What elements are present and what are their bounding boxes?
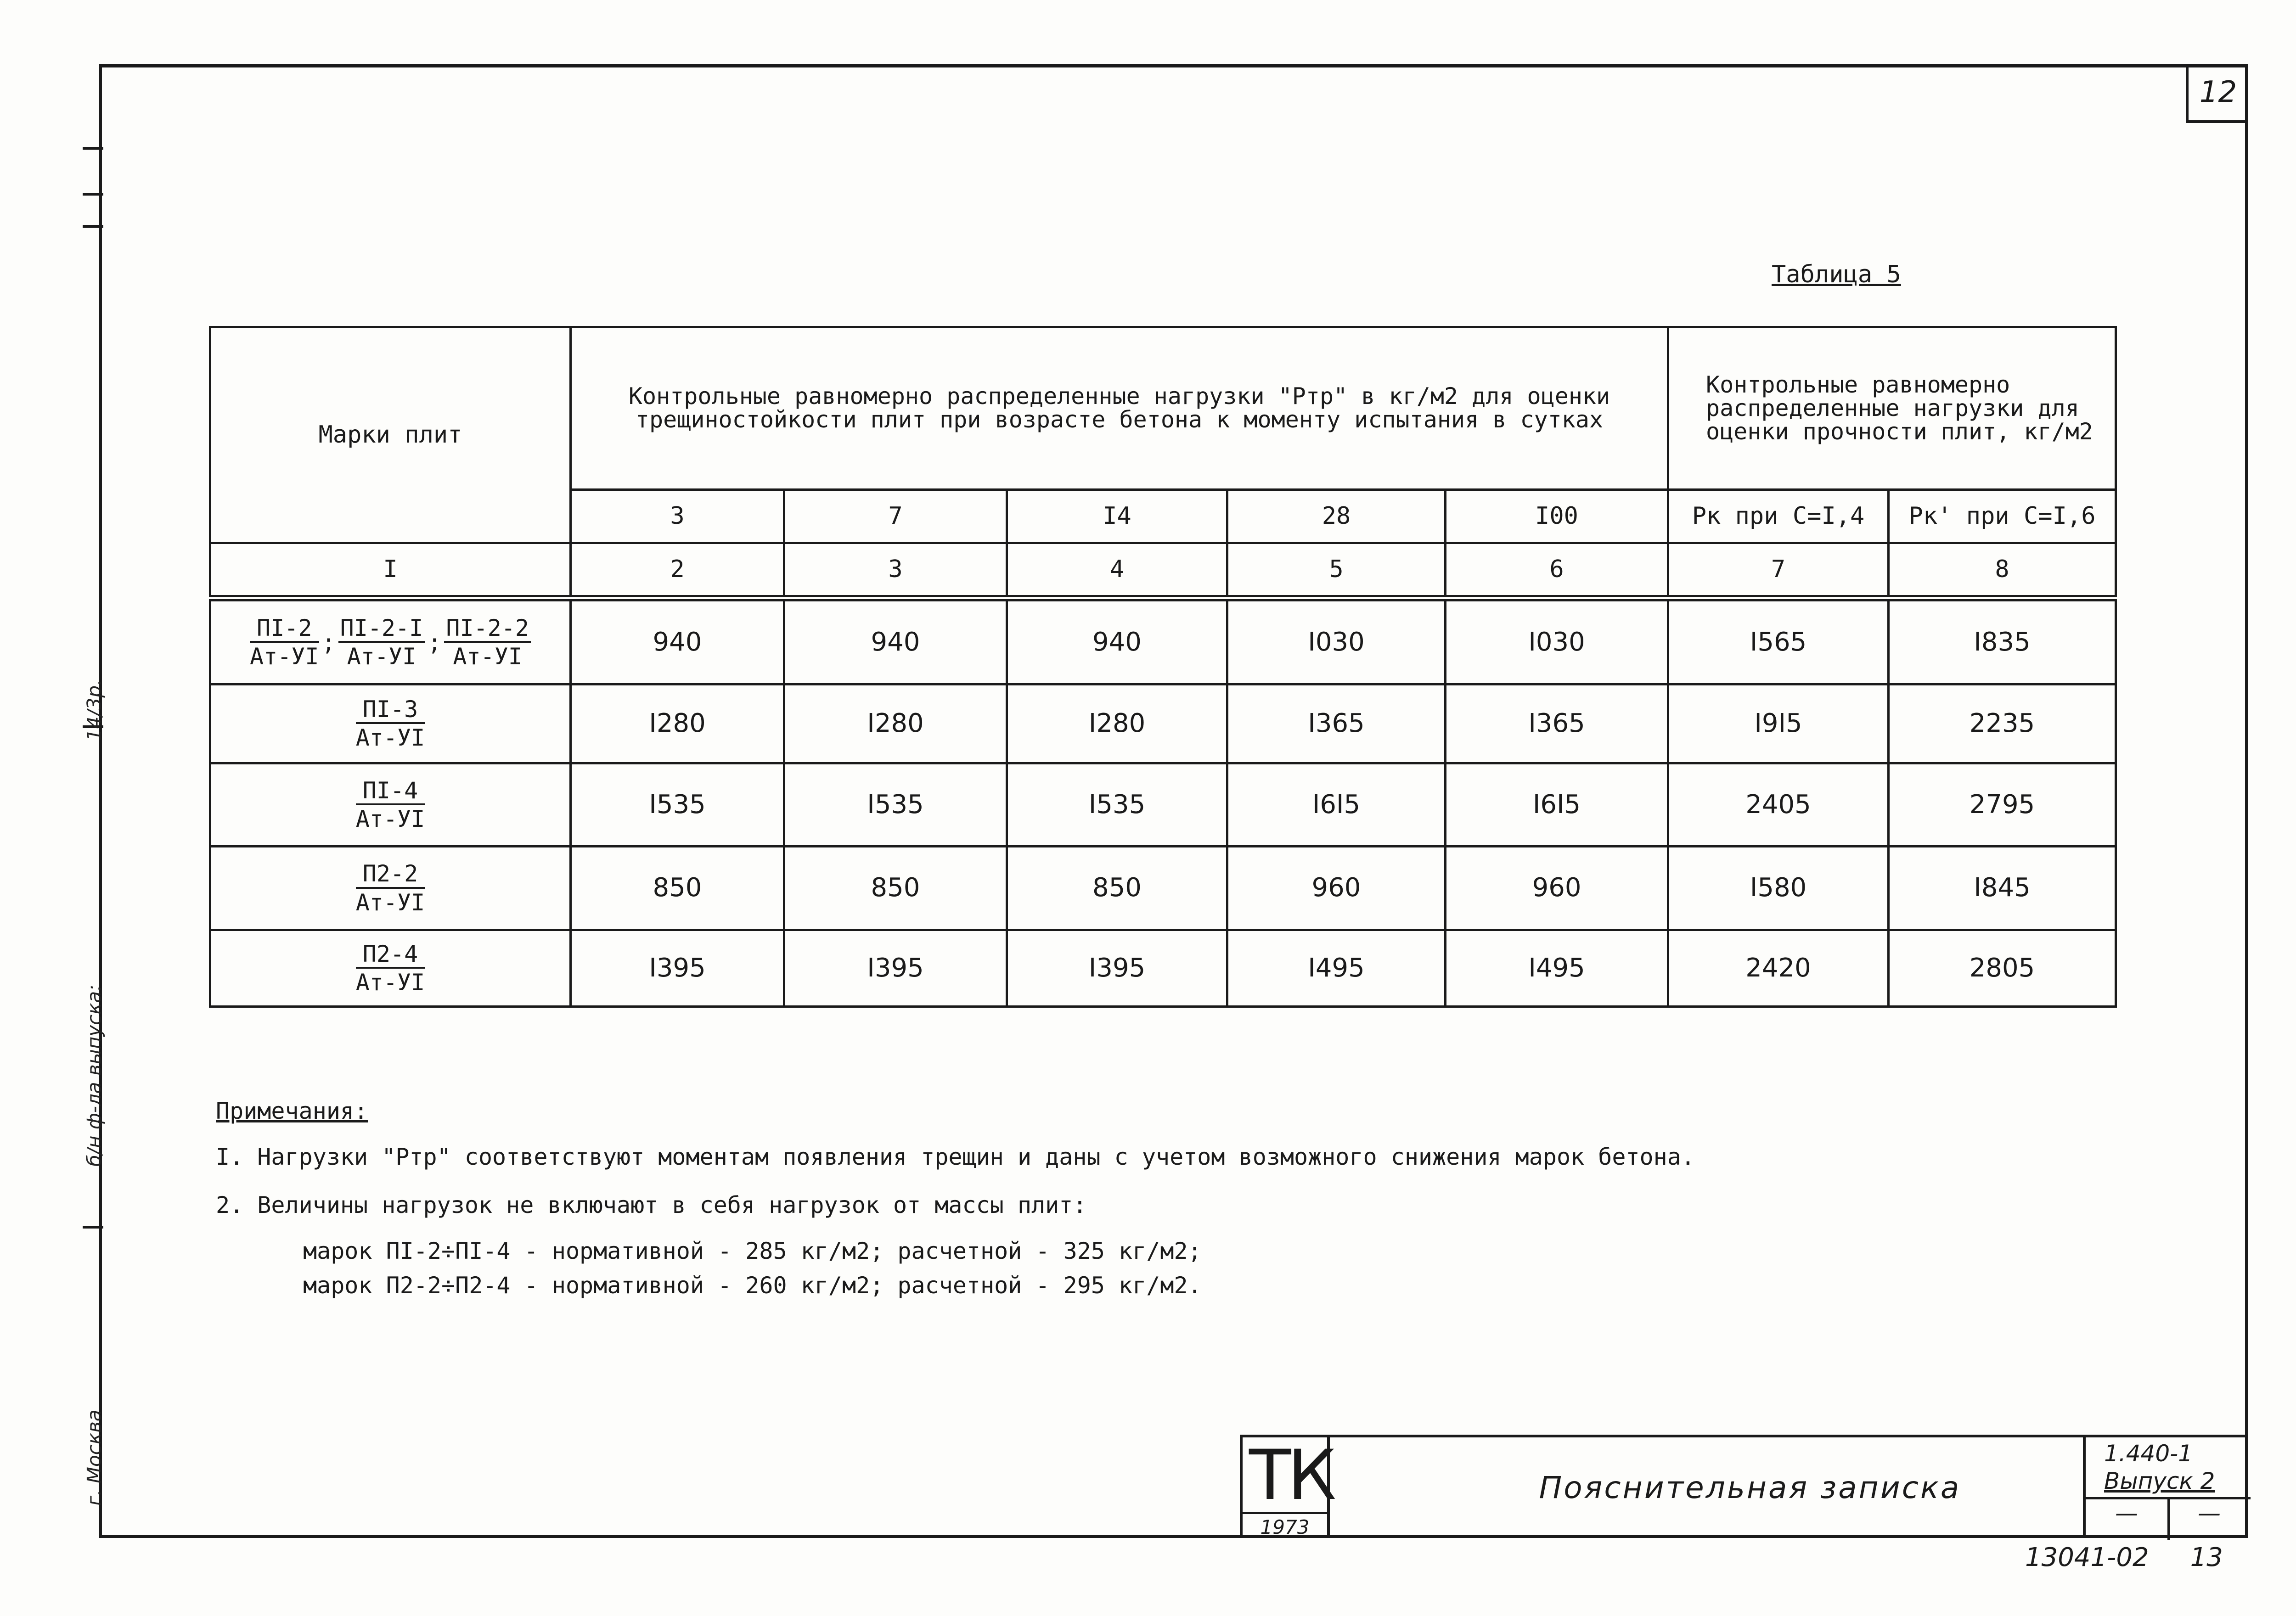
column-number: 6 [1446, 543, 1668, 598]
value-cell: I495 [1446, 930, 1668, 1007]
title-block [1240, 1435, 2248, 1538]
group-header-crack-resistance: Контрольные равномерно распределенные нагрузки "Ртр" в кг/м2 для оценки трещиностойкости плит при возрасте бетона к моменту испытания в сутках [571, 327, 1668, 490]
stamp-logo [1243, 1436, 1333, 1538]
value-cell: I395 [784, 930, 1007, 1007]
value-cell: 940 [1007, 598, 1227, 684]
table-row [210, 598, 2116, 684]
plate-mark-cell [210, 684, 571, 763]
value-cell: I580 [1668, 847, 1889, 930]
value-cell: 850 [784, 847, 1007, 930]
page-number: 12 [2186, 64, 2248, 123]
stamp-code-block [2083, 1437, 2251, 1538]
margin-number: 14/3р. [83, 679, 106, 741]
value-cell: I535 [784, 763, 1007, 847]
margin-tick [83, 147, 103, 150]
column-number: 2 [571, 543, 784, 598]
stamp-logo-text: ТК [1249, 1436, 1333, 1515]
subheader-cell: I4 [1007, 489, 1227, 543]
value-cell: I365 [1227, 684, 1446, 763]
column-number: 7 [1668, 543, 1889, 598]
plate-mark: $\frac{ПI-2-I}{Ат-УI}$ [338, 616, 425, 669]
side-margin-text [69, 679, 119, 1506]
value-cell: I280 [784, 684, 1007, 763]
margin-tick [83, 193, 103, 196]
plate-mark-cell [210, 930, 571, 1007]
loads-table [209, 326, 2117, 1008]
note-item: I. Нагрузки "Ртр" соответствуют моментам появления трещин и даны с учетом возможного снижения марок бетона. [216, 1144, 1695, 1170]
value-cell: I835 [1889, 598, 2116, 684]
series-code: 1.440-1 [2104, 1440, 2193, 1467]
plate-mark: $\frac{П2-4}{Ат-УI}$ [355, 940, 425, 996]
subheader-cell: 3 [571, 489, 784, 543]
plate-mark: $\frac{ПI-3}{Ат-УI}$ [355, 696, 425, 752]
column-number: 3 [784, 543, 1007, 598]
issue-label: Выпуск 2 [2104, 1468, 2215, 1494]
column-number: 4 [1007, 543, 1227, 598]
value-cell: 2795 [1889, 763, 2116, 847]
value-cell: I030 [1227, 598, 1446, 684]
table-caption: Таблица 5 [1772, 261, 1901, 288]
value-cell: I535 [1007, 763, 1227, 847]
subheader-cell: 7 [784, 489, 1007, 543]
value-cell: I495 [1227, 930, 1446, 1007]
value-cell: I9I5 [1668, 684, 1889, 763]
value-cell: 940 [571, 598, 784, 684]
value-cell: I280 [1007, 684, 1227, 763]
value-cell: I535 [571, 763, 784, 847]
plate-mark: $\frac{ПI-2}{Ат-УI}$ [250, 614, 319, 670]
stamp-cells [2086, 1497, 2251, 1540]
value-cell: I565 [1668, 598, 1889, 684]
column-number-row [210, 543, 2116, 598]
column-number: 8 [1889, 543, 2116, 598]
plate-mark-cell [210, 847, 571, 930]
footer-codes [2025, 1543, 2264, 1572]
margin-tick [83, 225, 103, 228]
value-cell: I845 [1889, 847, 2116, 930]
table-row [210, 763, 2116, 847]
stamp-year: 1973 [1243, 1512, 1327, 1538]
value-cell: I030 [1446, 598, 1668, 684]
margin-issue-label: б/н ф-ла выпуска: [83, 984, 106, 1167]
value-cell: I6I5 [1446, 763, 1668, 847]
plate-mark: $\frac{ПI-4}{Ат-УI}$ [355, 777, 425, 832]
archive-number: 13041-02 [2025, 1543, 2149, 1572]
subheader-cell: Рк' при С=I,6 [1889, 489, 2116, 543]
header-row [210, 327, 2116, 490]
subheader-cell: 28 [1227, 489, 1446, 543]
col-header-marks: Марки плит [210, 327, 571, 543]
value-cell: I280 [571, 684, 784, 763]
value-cell: I365 [1446, 684, 1668, 763]
value-cell: 850 [1007, 847, 1227, 930]
subheader-cell: Рк при С=I,4 [1668, 489, 1889, 543]
note-item: 2. Величины нагрузок не включают в себя нагрузок от массы плит: [216, 1192, 1087, 1218]
value-cell: 940 [784, 598, 1007, 684]
plate-mark-cell [210, 763, 571, 847]
value-cell: 960 [1227, 847, 1446, 930]
value-cell: I395 [571, 930, 784, 1007]
value-cell: 960 [1446, 847, 1668, 930]
table-row [210, 930, 2116, 1007]
plate-mark-cell: $\frac{ПI-2}{Ат-УI}$ ; $\frac{ПI-2-I}{Ат-УI}$ ; $\frac{ПI-2-2}{Ат-УI}$ [210, 598, 571, 684]
notes-title: Примечания: [216, 1098, 368, 1124]
plate-mark: $\frac{П2-2}{Ат-УI}$ [355, 860, 425, 916]
value-cell: 2805 [1889, 930, 2116, 1007]
value-cell: 850 [571, 847, 784, 930]
value-cell: I395 [1007, 930, 1227, 1007]
sheet-number: 13 [2190, 1543, 2223, 1572]
note-sub-item: марок П2-2÷П2-4 - нормативной - 260 кг/м2; расчетной - 295 кг/м2. [303, 1272, 1202, 1299]
stamp-cell: — [2198, 1500, 2221, 1526]
column-number: 5 [1227, 543, 1446, 598]
stamp-cell: — [2086, 1499, 2170, 1540]
group-header-strength: Контрольные равномерно распределенные нагрузки для оценки прочности плит, кг/м2 [1668, 327, 2116, 490]
plate-mark: $\frac{ПI-2-2}{Ат-УI}$ [444, 616, 531, 669]
subheader-cell: I00 [1446, 489, 1668, 543]
value-cell: I6I5 [1227, 763, 1446, 847]
margin-city: г. Москва [83, 1409, 106, 1506]
column-number: I [210, 543, 571, 598]
value-cell: 2235 [1889, 684, 2116, 763]
value-cell: 2420 [1668, 930, 1889, 1007]
table-row [210, 847, 2116, 930]
note-sub-item: марок ПI-2÷ПI-4 - нормативной - 285 кг/м2; расчетной - 325 кг/м2; [303, 1238, 1202, 1264]
table-row [210, 684, 2116, 763]
document-title: Пояснительная записка [1539, 1470, 1961, 1505]
value-cell: 2405 [1668, 763, 1889, 847]
